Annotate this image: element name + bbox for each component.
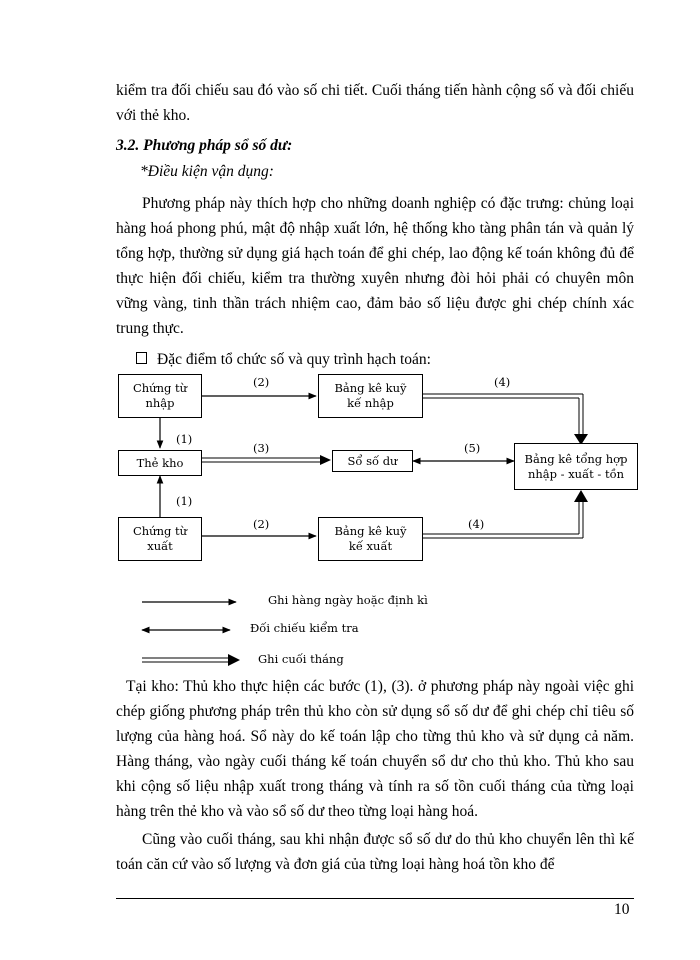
- edge-label-1-top: (1): [176, 432, 193, 446]
- paragraph-intro: kiểm tra đối chiếu sau đó vào số chi tiết. Cuối tháng tiến hành cộng số và đối chiếu với thẻ kho.: [116, 82, 634, 124]
- legend-month-end-label: Ghi cuối tháng: [258, 652, 344, 666]
- legend-month-end-arrow: [142, 654, 240, 666]
- edge-label-1-bottom: (1): [176, 494, 193, 508]
- paragraph-tai-kho: Tại kho: Thủ kho thực hiện các bước (1), (3). ở phương pháp này ngoài việc ghi chép giống phương pháp trên thủ kho còn sử dụng sổ số dư để ghi chép chỉ tiêu số lượng của hàng hoá. Sổ này do kế toán lập cho từng thủ kho và sử dụng cả năm. Hàng tháng, vào ngày cuối tháng kế toán chuyển sổ dư cho thủ kho. Thủ kho sau khi cộng số liệu nhập xuất trong tháng và tính ra số tồn cuối tháng của từng loại hàng trên thẻ kho và vào sổ số dư theo từng loại hàng hoá.: [116, 678, 634, 820]
- node-the-kho: Thẻ kho: [118, 450, 202, 476]
- node-so-so-du: Sổ số dư: [332, 450, 413, 472]
- edge-the-kho-to-so-so-du: [202, 455, 331, 465]
- conditions-label: *Điều kiện vận dụng:: [140, 163, 274, 180]
- bullet-text: Đặc điểm tổ chức số và quy trình hạch toán:: [157, 351, 431, 368]
- paragraph-conditions: Phương pháp này thích hợp cho những doanh nghiệp có đặc trưng: chủng loại hàng hoá phong phú, mật độ nhập xuất lớn, hệ thống kho tàng phân tán và quản lý tổng hợp, thường sử dụng giá hạch toán để ghi chép, lao động kế toán không đủ để thực hiện đối chiếu, kiểm tra thường xuyên nhưng đòi hỏi phải có chuyên môn vững vàng, tinh thần trách nhiệm cao, đảm bảo số liệu được ghi chép chính xác trung thực.: [116, 195, 634, 337]
- footer-rule: [116, 898, 634, 899]
- node-bang-ke-xuat: Bảng kê kuỹ kế xuất: [318, 517, 423, 561]
- node-bang-ke-tong-hop: Bảng kê tổng hợp nhập - xuất - tồn: [514, 443, 638, 490]
- page-number: 10: [614, 901, 630, 918]
- node-bang-ke-nhap: Bảng kê kuỹ kế nhập: [318, 374, 423, 418]
- edge-label-5: (5): [464, 441, 481, 455]
- node-chung-tu-nhap: Chứng từ nhập: [118, 374, 202, 418]
- legend-daily-label: Ghi hàng ngày hoặc định kì: [268, 593, 428, 607]
- edge-bk-nhap-to-tong-hop: [423, 394, 588, 445]
- edge-label-2-bottom: (2): [253, 517, 270, 531]
- edge-label-4-top: (4): [494, 375, 511, 389]
- edge-label-4-bottom: (4): [468, 517, 485, 531]
- edge-label-3: (3): [253, 441, 270, 455]
- legend-reconcile-label: Đối chiếu kiểm tra: [250, 621, 359, 635]
- paragraph-cuoi-thang: Cũng vào cuối tháng, sau khi nhận được sổ số dư do thủ kho chuyển lên thì kế toán căn cứ vào số lượng và đơn giá của từng loại hàng hoá tồn kho để: [116, 831, 634, 873]
- section-heading: 3.2. Phương pháp sổ số dư:: [116, 137, 293, 154]
- node-chung-tu-xuat: Chứng từ xuất: [118, 517, 202, 561]
- edge-label-2-top: (2): [253, 375, 270, 389]
- edge-bk-xuat-to-tong-hop: [423, 490, 588, 538]
